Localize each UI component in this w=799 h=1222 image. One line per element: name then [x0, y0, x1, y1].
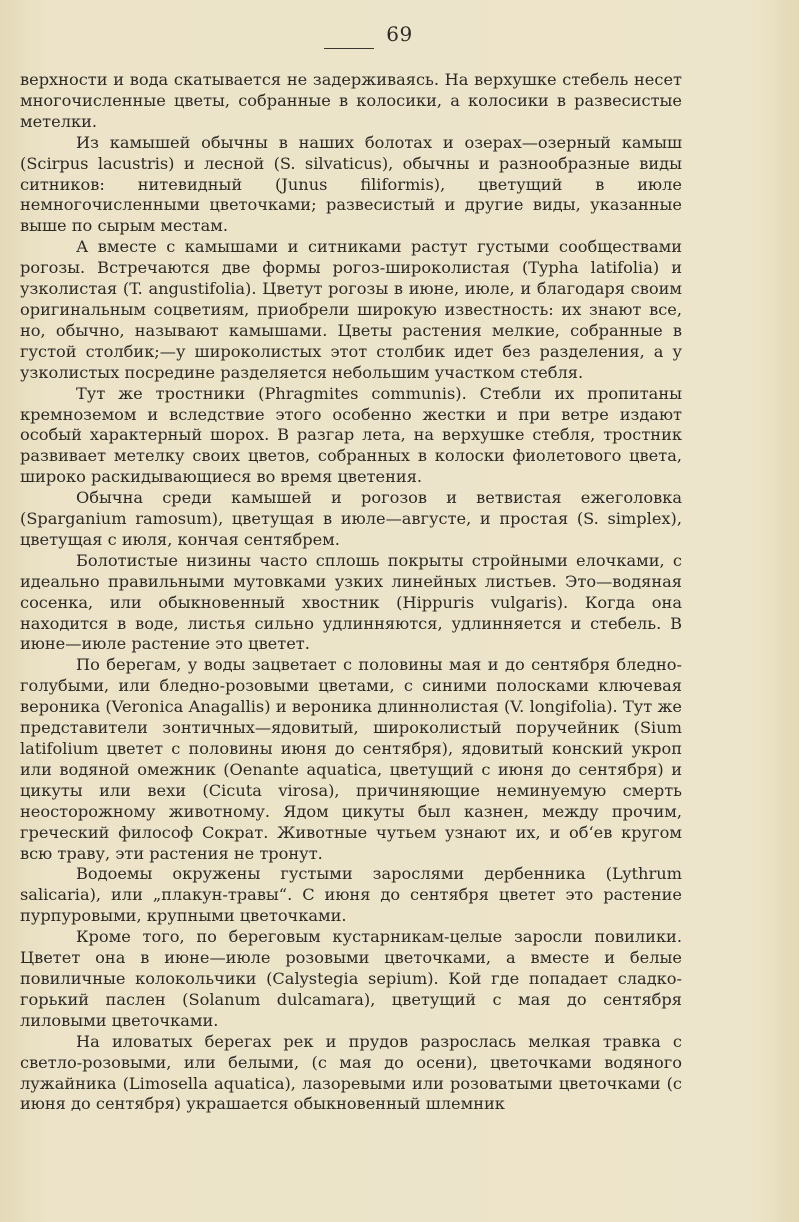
paragraph-khvostnik: Болотистые низины часто сплошь покрыты стройными елочками, с идеально правильными мутовками узких линейных листьев. Это—водяная сосенка, или обыкновенный хвостник (Hippuris vulgaris). Когда она находится в воде, листья сильно удлинняются, удлинняется и стебель. В июне—июле растение это цветет. — [20, 550, 682, 654]
paragraph-trostniki: Тут же тростники (Phragmites communis). Стебли их пропитаны кремноземом и вследствие этого особенно жестки и при ветре издают особый характерный шорох. В разгар лета, на верхушке стебля, тростник развивает метелку своих цветов, собранных в колоски фиолетового цвета, широко раскидывающиеся во время цветения. — [20, 383, 682, 487]
paragraph-povilika: Кроме того, по береговым кустарникам-целые заросли повилики. Цветет она в июне—июле розовыми цветочками, а вместе и белые повиличные колокольчики (Calystegia sepium). Кой где попадает сладко-горький паслен (Solanum dulcamara), цветущий с мая до сентября лиловыми цветочками. — [20, 927, 682, 1030]
page-number: 69 — [386, 22, 413, 46]
page-number-underline — [324, 48, 374, 49]
paragraph-ezhegolovka: Обычна среди камышей и рогозов и ветвистая ежеголовка (Sparganium ramosum), цветущая в июле—августе, и простая (S. simplex), цветущая с июля, кончая сентябрем. — [20, 488, 682, 549]
paragraph-rogozy: А вместе с камышами и ситниками растут густыми сообществами рогозы. Встречаются две формы рогоз-широколистая (Typha latifolia) и узколистая (T. angustifolia). Цветут рогозы в июне, июле, и благодаря своим оригинальным соцветиям, приобрели широкую известность: их знают все, но, обычно, называют камышами. Цветы растения мелкие, собранные в густой столбик;—у широколистых этот столбик идет без разделения, а у узколистых посредине разделяется небольшим участком стебля. — [20, 237, 682, 382]
paragraph-kamysh: Из камышей обычны в наших болотах и озерах—озерный камыш (Scirpus lacustris) и лесной (S. silvaticus), обычны и разнообразные виды ситников: нитевидный (Junus filiformis), цветущий в июле немногочисленными цветочками; развесистый и другие виды, указанные выше по сырым местам. — [20, 132, 682, 236]
paragraph-continuation: верхности и вода скатывается не задерживаясь. На верхушке стебель несет многочисленные цветы, собранные в колосики, а колосики в развесистые метелки. — [20, 70, 682, 131]
paragraph-veronika: По берегам, у воды зацветает с половины мая и до сентября бледно-голубыми, или бледно-розовыми цветами, с синими полосками ключевая вероника (Veronica Anagallis) и вероника длиннолистая (V. longifolia). Тут же представители зонтичных—ядовитый, широколистый поручейник (Sium latifolium цветет с половины июня до сентября), ядовитый конский укроп или водяной омежник (Oenante aquatica, цветущий с июня до сентября) и цикуты или вехи (Cicuta virosa), причиняющие неминуемую смерть неосторожному животному. Ядом цикуты был казнен, между прочим, греческий философ Сократ. Животные чутьем узнают их, и об‘ев кругом всю траву, эти растения не тронут. — [20, 655, 682, 863]
paragraph-derbennik: Водоемы окружены густыми зарослями дербенника (Lythrum salicaria), или „плакун-травы“. С июня до сентября цветет это растение пурпуровыми, крупными цветочками. — [20, 864, 682, 926]
paragraph-luzhaynik: На иловатых берегах рек и прудов разрослась мелкая травка с светло-розовыми, или белыми, (с мая до осени), цветочками водяного лужайника (Limosella aquatica), лазоревыми или розоватыми цветочками (с июня до сентября) украшается обыкновенный шлемник — [20, 1031, 682, 1114]
body-text — [20, 70, 682, 1115]
